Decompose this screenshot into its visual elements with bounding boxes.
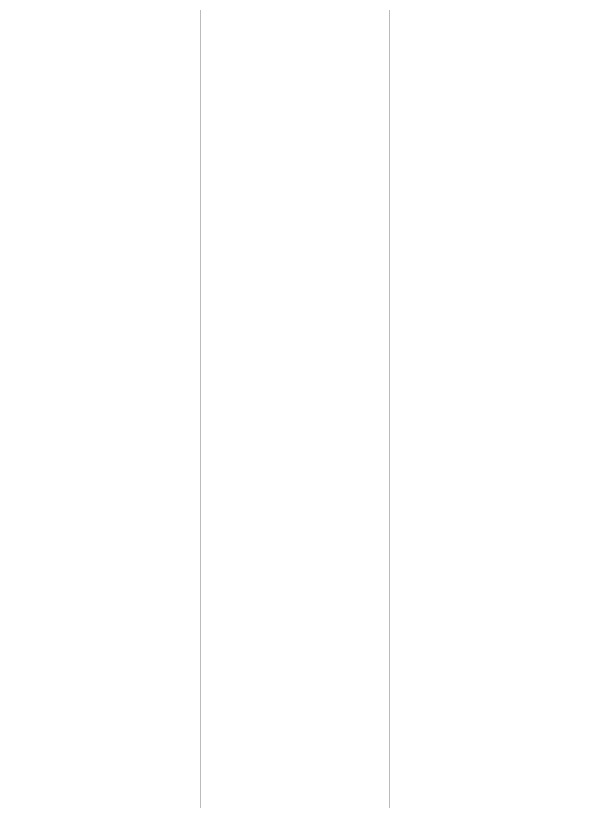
column-right	[390, 10, 578, 808]
column-middle	[201, 10, 390, 808]
column-left	[12, 10, 201, 808]
